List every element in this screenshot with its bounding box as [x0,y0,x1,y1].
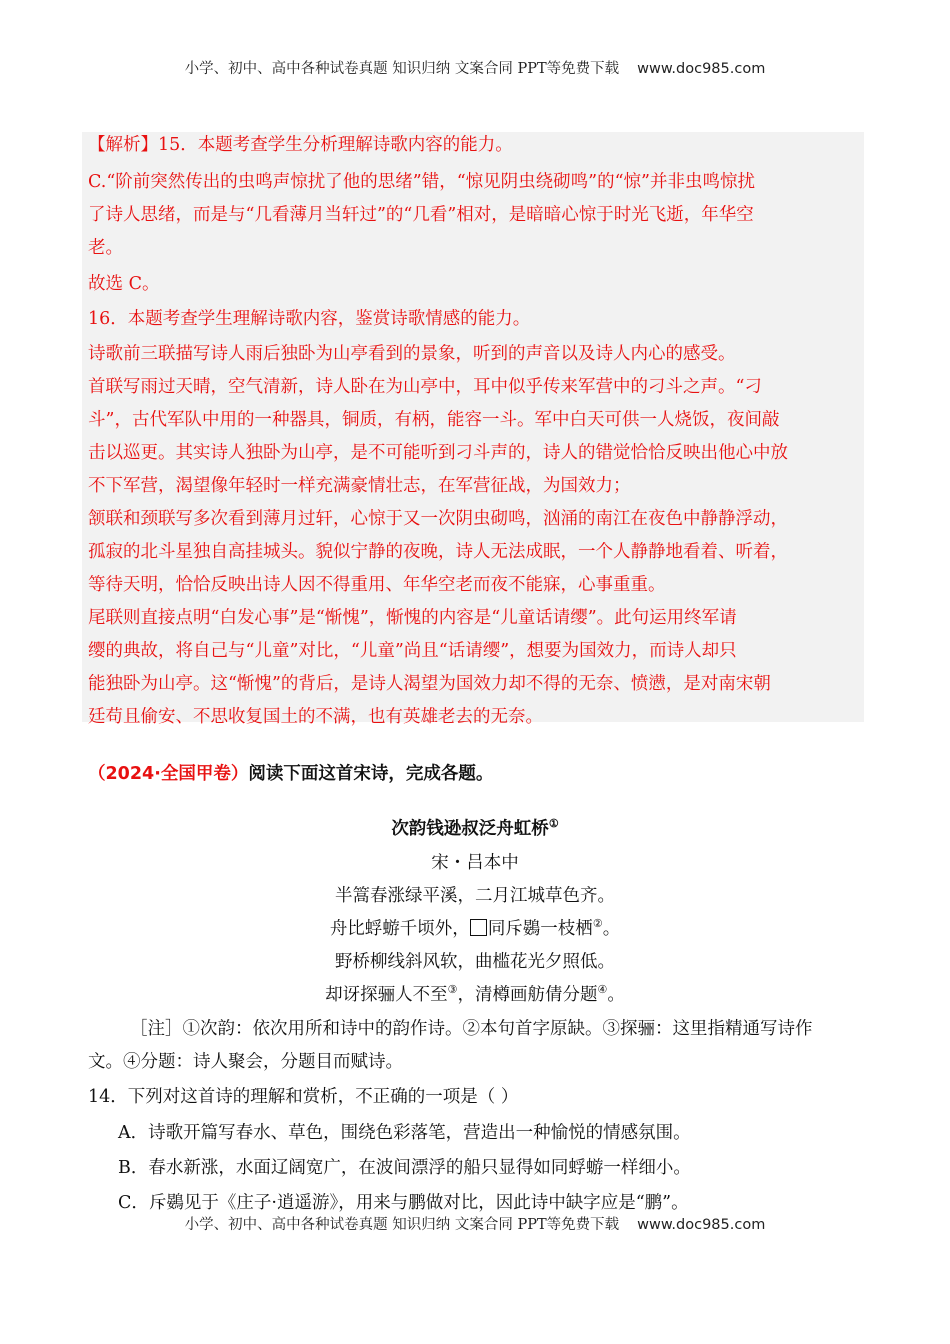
poem-line-4: 却讶探骊人不至③，清樽画舫倩分题④。 [325,983,625,1005]
poem-line-1: 半篙春涨绿平溪，二月江城草色齐。 [335,886,615,906]
section-instruction: 阅读下面这首宋诗，完成各题。 [248,764,494,784]
section-source: （2024·全国甲卷） [88,764,249,784]
page-footer [0,1213,950,1234]
option-b[interactable]: B．春水新涨，水面辽阔宽广，在波间漂浮的船只显得如同蜉蝣一样细小。 [118,1158,691,1178]
q16-line-9: 尾联则直接点明“白发心事”是“惭愧”，惭愧的内容是“儿童话请缨”。此句运用终军请 [88,608,737,628]
q16-line-3: 斗”，古代军队中用的一种器具，铜质，有柄，能容一斗。军中白天可供一人烧饭，夜间敲 [88,410,780,430]
question-stem: 14．下列对这首诗的理解和赏析，不正确的一项是（ ） [88,1087,519,1107]
q16-line-6: 颔联和颈联写多次看到薄月过轩，心惊于又一次阴虫砌鸣，汹涌的南江在夜色中静静浮动， [88,509,788,529]
q16-line-1: 诗歌前三联描写诗人雨后独卧为山亭看到的景象，听到的声音以及诗人内心的感受。 [88,344,736,364]
q16-line-5: 不下军营，渴望像年轻时一样充满豪情壮志，在军营征战，为国效力； [88,476,631,496]
section-heading [88,760,493,785]
q15-line-3: 老。 [88,238,123,258]
q16-line-8: 等待天明，恰恰反映出诗人因不得重用、年华空老而夜不能寐，心事重重。 [88,575,666,595]
q15-line-4: 故选 C。 [88,274,160,294]
poem-title: 次韵钱逊叔泛舟虹桥① [391,817,559,839]
q16-line-12: 廷苟且偷安、不思收复国土的不满，也有英雄老去的无奈。 [88,707,543,727]
footer-text: 小学、初中、高中各种试卷真题 知识归纳 文案合同 PPT等免费下载 [184,1217,620,1233]
analysis-tag: 【解析】 [88,135,158,155]
header-text: 小学、初中、高中各种试卷真题 知识归纳 文案合同 PPT等免费下载 [184,61,620,77]
footer-site-link[interactable]: www.doc985.com [637,1217,766,1233]
q15-head: 【解析】15．本题考查学生分析理解诗歌内容的能力。 [88,135,513,155]
option-c[interactable]: C．斥鷃见于《庄子·逍遥游》，用来与鹏做对比，因此诗中缺字应是“鹏”。 [118,1193,689,1213]
poem-author: 宋・吕本中 [431,853,519,873]
poem-title-note: ① [548,817,559,831]
missing-char-box [470,919,487,936]
q16-head: 16．本题考查学生理解诗歌内容，鉴赏诗歌情感的能力。 [88,309,531,329]
poem-line-2: 舟比蜉蝣千顷外， 同斥鷃一枝栖②。 [329,917,621,939]
option-a[interactable]: A．诗歌开篇写春水、草色，围绕色彩落笔，营造出一种愉悦的情感氛围。 [118,1123,691,1143]
poem-line-3: 野桥柳线斜风软，曲槛花光夕照低。 [335,952,615,972]
q15-line-1: C.“阶前突然传出的虫鸣声惊扰了他的思绪”错，“惊见阴虫绕砌鸣”的“惊”并非虫鸣惊扰 [88,172,756,192]
q15-line-2: 了诗人思绪，而是与“几看薄月当轩过”的“几看”相对，是暗暗心惊于时光飞逝，年华空 [88,205,754,225]
q16-line-4: 击以巡更。其实诗人独卧为山亭，是不可能听到刁斗声的，诗人的错觉恰恰反映出他心中放 [88,443,788,463]
q16-line-7: 孤寂的北斗星独自高挂城头。貌似宁静的夜晚，诗人无法成眠，一个人静静地看着、听着， [88,542,788,562]
q16-line-11: 能独卧为山亭。这“惭愧”的背后，是诗人渴望为国效力却不得的无奈、愤懑，是对南宋朝 [88,674,771,694]
q16-line-10: 缨的典故，将自己与“儿童”对比，“儿童”尚且“话请缨”，想要为国效力，而诗人却只 [88,641,737,661]
poem-notes-line-1: ［注］①次韵：依次用所和诗中的韵作诗。②本句首字原缺。③探骊：这里指精通写诗作 [130,1019,813,1039]
header-site-link[interactable]: www.doc985.com [637,61,766,77]
poem-notes-line-2: 文。④分题：诗人聚会，分题目而赋诗。 [88,1052,403,1072]
q16-line-2: 首联写雨过天晴，空气清新，诗人卧在为山亭中，耳中似乎传来军营中的刁斗之声。“刁 [88,377,762,397]
page-header [0,57,950,78]
